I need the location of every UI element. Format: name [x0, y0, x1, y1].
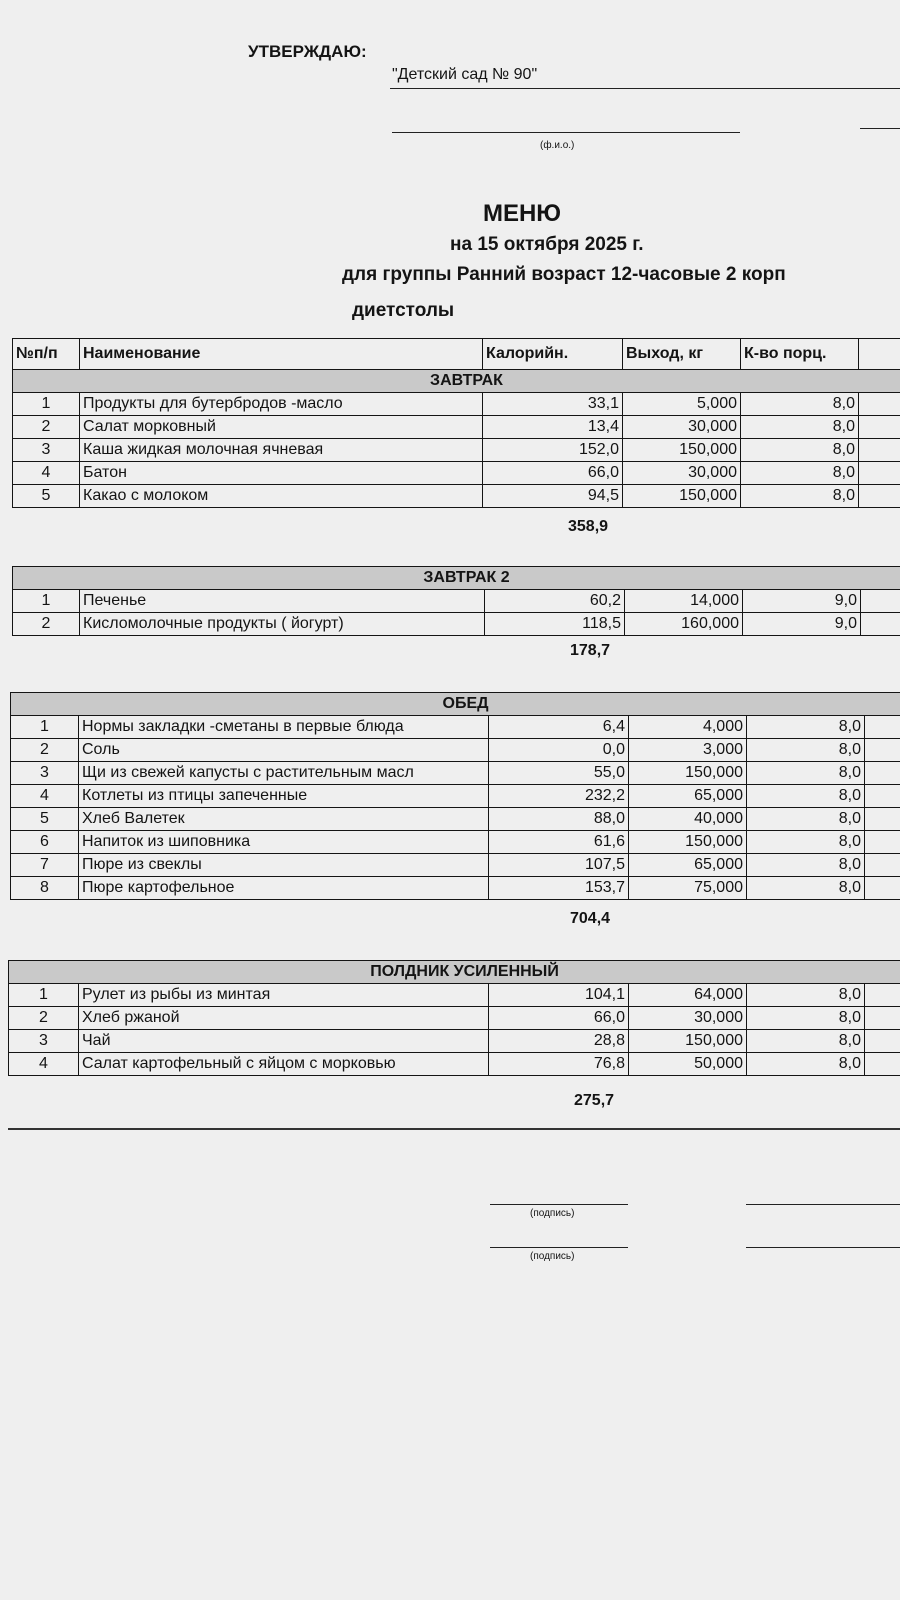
section-total: 358,9	[568, 518, 609, 535]
cell-name: Хлеб ржаной	[79, 1007, 489, 1030]
col-header-extra	[859, 339, 900, 370]
cell-no: 2	[13, 613, 80, 636]
menu-table-lunch	[10, 692, 900, 900]
cell-portions: 8,0	[747, 877, 865, 900]
section-total: 275,7	[574, 1092, 615, 1109]
col-header-output: Выход, кг	[623, 339, 741, 370]
cell-kcal: 232,2	[489, 785, 629, 808]
table-row	[9, 984, 900, 1007]
cell-no: 4	[11, 785, 79, 808]
table-row	[11, 854, 900, 877]
cell-output: 150,000	[629, 831, 747, 854]
signature-line	[490, 1247, 628, 1248]
cell-extra	[865, 808, 900, 831]
fio-caption: (ф.и.о.)	[540, 140, 575, 151]
cell-no: 1	[11, 716, 79, 739]
signature-line-right	[746, 1204, 900, 1205]
cell-kcal: 152,0	[483, 439, 623, 462]
cell-output: 150,000	[623, 485, 741, 508]
menu-table-afternoon-snack	[8, 960, 900, 1076]
table-row	[9, 1007, 900, 1030]
section-title: ОБЕД	[11, 693, 900, 716]
cell-portions: 8,0	[747, 762, 865, 785]
cell-extra	[865, 739, 900, 762]
cell-kcal: 28,8	[489, 1030, 629, 1053]
table-row	[13, 613, 900, 636]
cell-extra	[865, 1007, 900, 1030]
cell-name: Котлеты из птицы запеченные	[79, 785, 489, 808]
table-row	[11, 831, 900, 854]
cell-no: 3	[9, 1030, 79, 1053]
cell-output: 30,000	[623, 416, 741, 439]
cell-portions: 9,0	[743, 590, 861, 613]
cell-extra	[865, 716, 900, 739]
table-row	[11, 762, 900, 785]
cell-no: 2	[9, 1007, 79, 1030]
section-header-row	[11, 693, 900, 716]
cell-name: Продукты для бутербродов -масло	[80, 393, 483, 416]
cell-kcal: 61,6	[489, 831, 629, 854]
cell-kcal: 88,0	[489, 808, 629, 831]
cell-output: 30,000	[629, 1007, 747, 1030]
cell-kcal: 107,5	[489, 854, 629, 877]
signature-caption: (подпись)	[530, 1251, 575, 1262]
signature-caption: (подпись)	[530, 1208, 575, 1219]
approve-label: УТВЕРЖДАЮ:	[248, 42, 367, 61]
cell-portions: 8,0	[747, 808, 865, 831]
col-header-name: Наименование	[80, 339, 483, 370]
cell-output: 50,000	[629, 1053, 747, 1076]
fio-line	[392, 132, 740, 133]
cell-name: Соль	[79, 739, 489, 762]
menu-date: на 15 октября 2025 г.	[450, 234, 644, 255]
table-row	[13, 485, 900, 508]
cell-extra	[865, 984, 900, 1007]
section-header-row	[9, 961, 900, 984]
menu-table-breakfast-2	[12, 566, 900, 636]
cell-name: Салат морковный	[80, 416, 483, 439]
cell-no: 4	[9, 1053, 79, 1076]
section-header-row	[13, 370, 900, 393]
signature-line	[490, 1204, 628, 1205]
cell-kcal: 0,0	[489, 739, 629, 762]
cell-portions: 8,0	[741, 439, 859, 462]
section-title: ПОЛДНИК УСИЛЕННЫЙ	[9, 961, 900, 984]
col-header-kcal: Калорийн.	[483, 339, 623, 370]
cell-name: Пюре картофельное	[79, 877, 489, 900]
cell-portions: 8,0	[741, 485, 859, 508]
table-row	[11, 739, 900, 762]
cell-output: 150,000	[629, 762, 747, 785]
cell-portions: 8,0	[741, 393, 859, 416]
cell-no: 3	[11, 762, 79, 785]
table-row	[13, 439, 900, 462]
cell-portions: 8,0	[747, 831, 865, 854]
cell-kcal: 33,1	[483, 393, 623, 416]
table-row	[11, 785, 900, 808]
cell-portions: 8,0	[747, 785, 865, 808]
cell-kcal: 6,4	[489, 716, 629, 739]
cell-name: Напиток из шиповника	[79, 831, 489, 854]
organization-name: "Детский сад № 90"	[392, 66, 538, 83]
table-row	[9, 1030, 900, 1053]
cell-portions: 8,0	[747, 1030, 865, 1053]
table-row	[11, 808, 900, 831]
cell-portions: 8,0	[747, 716, 865, 739]
cell-portions: 8,0	[747, 984, 865, 1007]
cell-no: 5	[11, 808, 79, 831]
cell-output: 4,000	[629, 716, 747, 739]
signature-line-right	[746, 1247, 900, 1248]
cell-output: 160,000	[625, 613, 743, 636]
cell-name: Какао с молоком	[80, 485, 483, 508]
col-header-portions: К-во порц.	[741, 339, 859, 370]
cell-portions: 8,0	[747, 854, 865, 877]
col-header-no: №п/п	[13, 339, 80, 370]
cell-extra	[865, 785, 900, 808]
table-row	[11, 877, 900, 900]
cell-name: Печенье	[80, 590, 485, 613]
cell-portions: 8,0	[741, 462, 859, 485]
cell-name: Нормы закладки -сметаны в первые блюда	[79, 716, 489, 739]
menu-group: для группы Ранний возраст 12-часовые 2 корп	[342, 264, 786, 285]
cell-no: 2	[11, 739, 79, 762]
cell-output: 150,000	[623, 439, 741, 462]
cell-name: Чай	[79, 1030, 489, 1053]
cell-kcal: 13,4	[483, 416, 623, 439]
cell-name: Кисломолочные продукты ( йогурт)	[80, 613, 485, 636]
cell-name: Рулет из рыбы из минтая	[79, 984, 489, 1007]
cell-kcal: 104,1	[489, 984, 629, 1007]
cell-no: 7	[11, 854, 79, 877]
cell-extra	[865, 831, 900, 854]
menu-table-breakfast	[12, 338, 900, 508]
cell-extra	[861, 613, 900, 636]
table-header-row	[13, 339, 900, 370]
cell-extra	[861, 590, 900, 613]
cell-output: 40,000	[629, 808, 747, 831]
cell-extra	[865, 1053, 900, 1076]
cell-portions: 9,0	[743, 613, 861, 636]
cell-extra	[865, 854, 900, 877]
fio-line-right	[860, 128, 900, 129]
cell-no: 8	[11, 877, 79, 900]
cell-kcal: 60,2	[485, 590, 625, 613]
cell-name: Каша жидкая молочная ячневая	[80, 439, 483, 462]
cell-kcal: 55,0	[489, 762, 629, 785]
section-total: 178,7	[570, 642, 611, 659]
cell-output: 65,000	[629, 854, 747, 877]
page-title: МЕНЮ	[482, 200, 562, 227]
cell-portions: 8,0	[747, 1007, 865, 1030]
table-row	[9, 1053, 900, 1076]
section-total: 704,4	[570, 910, 611, 927]
cell-extra	[859, 439, 900, 462]
bottom-rule	[8, 1128, 900, 1130]
cell-output: 65,000	[629, 785, 747, 808]
cell-name: Щи из свежей капусты с растительным масл	[79, 762, 489, 785]
cell-no: 6	[11, 831, 79, 854]
cell-kcal: 94,5	[483, 485, 623, 508]
cell-kcal: 76,8	[489, 1053, 629, 1076]
cell-name: Хлеб Валетек	[79, 808, 489, 831]
cell-no: 3	[13, 439, 80, 462]
cell-extra	[859, 416, 900, 439]
cell-output: 3,000	[629, 739, 747, 762]
section-header-row	[13, 567, 900, 590]
table-row	[13, 462, 900, 485]
table-row	[13, 393, 900, 416]
cell-portions: 8,0	[741, 416, 859, 439]
cell-kcal: 118,5	[485, 613, 625, 636]
cell-no: 4	[13, 462, 80, 485]
cell-name: Батон	[80, 462, 483, 485]
cell-no: 1	[13, 590, 80, 613]
cell-extra	[865, 762, 900, 785]
cell-no: 1	[13, 393, 80, 416]
cell-portions: 8,0	[747, 739, 865, 762]
cell-name: Пюре из свеклы	[79, 854, 489, 877]
cell-kcal: 66,0	[483, 462, 623, 485]
cell-kcal: 66,0	[489, 1007, 629, 1030]
section-title: ЗАВТРАК 2	[13, 567, 900, 590]
cell-extra	[859, 393, 900, 416]
table-row	[13, 590, 900, 613]
cell-portions: 8,0	[747, 1053, 865, 1076]
organization-underline	[390, 88, 900, 89]
cell-output: 30,000	[623, 462, 741, 485]
cell-extra	[859, 462, 900, 485]
cell-output: 14,000	[625, 590, 743, 613]
menu-diet: диетстолы	[352, 300, 455, 321]
section-title: ЗАВТРАК	[13, 370, 900, 393]
cell-output: 75,000	[629, 877, 747, 900]
cell-no: 5	[13, 485, 80, 508]
cell-no: 1	[9, 984, 79, 1007]
cell-kcal: 153,7	[489, 877, 629, 900]
cell-output: 5,000	[623, 393, 741, 416]
table-row	[13, 416, 900, 439]
cell-extra	[865, 877, 900, 900]
cell-no: 2	[13, 416, 80, 439]
cell-extra	[865, 1030, 900, 1053]
cell-extra	[859, 485, 900, 508]
cell-output: 150,000	[629, 1030, 747, 1053]
cell-name: Салат картофельный с яйцом с морковью	[79, 1053, 489, 1076]
table-row	[11, 716, 900, 739]
cell-output: 64,000	[629, 984, 747, 1007]
